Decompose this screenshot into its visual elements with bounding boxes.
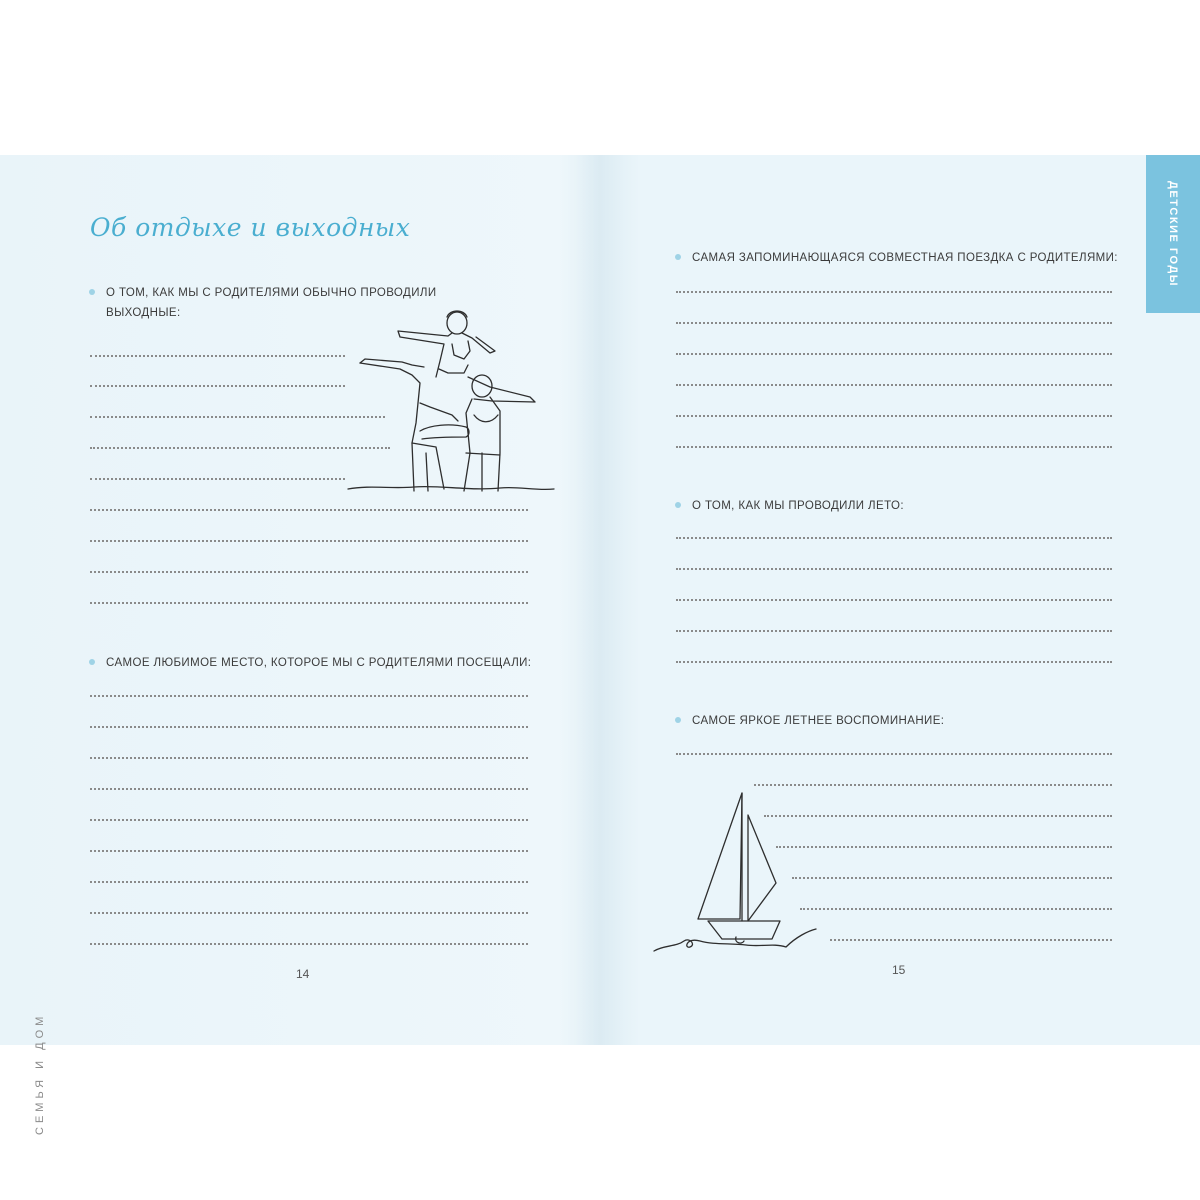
writing-line[interactable] xyxy=(90,819,528,821)
writing-line[interactable] xyxy=(90,850,528,852)
writing-line[interactable] xyxy=(676,568,1112,570)
page-number-left: 14 xyxy=(296,967,310,981)
writing-line[interactable] xyxy=(90,478,345,480)
bullet-icon xyxy=(675,254,681,260)
writing-line[interactable] xyxy=(676,415,1112,417)
book-gutter xyxy=(560,155,640,1045)
writing-line[interactable] xyxy=(90,757,528,759)
writing-line[interactable] xyxy=(830,939,1112,941)
writing-line[interactable] xyxy=(90,385,345,387)
writing-line[interactable] xyxy=(90,726,528,728)
writing-line[interactable] xyxy=(90,355,345,357)
bullet-icon xyxy=(89,289,95,295)
writing-line[interactable] xyxy=(676,537,1112,539)
writing-line[interactable] xyxy=(676,446,1112,448)
writing-line[interactable] xyxy=(90,571,528,573)
prompt-text: САМАЯ ЗАПОМИНАЮЩАЯСЯ СОВМЕСТНАЯ ПОЕЗДКА С РОДИТЕЛЯМИ: xyxy=(692,252,1118,264)
writing-line[interactable] xyxy=(676,291,1112,293)
writing-line[interactable] xyxy=(676,661,1112,663)
writing-line[interactable] xyxy=(676,353,1112,355)
bullet-icon xyxy=(675,717,681,723)
writing-line[interactable] xyxy=(754,784,1112,786)
writing-line[interactable] xyxy=(676,384,1112,386)
prompt-favorite-place xyxy=(106,653,546,673)
bullet-icon xyxy=(89,659,95,665)
prompt-trip xyxy=(692,248,1132,268)
writing-line[interactable] xyxy=(90,912,528,914)
writing-line[interactable] xyxy=(90,540,528,542)
writing-line[interactable] xyxy=(90,881,528,883)
writing-line[interactable] xyxy=(792,877,1112,879)
writing-line[interactable] xyxy=(90,788,528,790)
page-number-right: 15 xyxy=(892,963,906,977)
writing-line[interactable] xyxy=(776,846,1112,848)
writing-line[interactable] xyxy=(90,695,528,697)
chapter-tab[interactable] xyxy=(1146,155,1200,313)
writing-line[interactable] xyxy=(90,943,528,945)
writing-line[interactable] xyxy=(90,602,528,604)
prompt-text: О ТОМ, КАК МЫ ПРОВОДИЛИ ЛЕТО: xyxy=(692,500,904,512)
book-spread xyxy=(0,155,1200,1135)
prompt-text: О ТОМ, КАК МЫ С РОДИТЕЛЯМИ ОБЫЧНО ПРОВОДИЛИ ВЫХОДНЫЕ: xyxy=(106,287,437,319)
writing-line[interactable] xyxy=(676,322,1112,324)
sailboat-icon xyxy=(650,787,820,957)
family-on-beach-icon xyxy=(340,303,560,493)
prompt-summer-memory xyxy=(692,711,1132,731)
writing-line[interactable] xyxy=(676,753,1112,755)
prompt-summer xyxy=(692,496,1132,516)
page-title: Об отдыхе и выходных xyxy=(90,213,411,242)
prompt-text: САМОЕ ЛЮБИМОЕ МЕСТО, КОТОРОЕ МЫ С РОДИТЕЛЯМИ ПОСЕЩАЛИ: xyxy=(106,657,532,669)
chapter-tab-label: ДЕТСКИЕ ГОДЫ xyxy=(1167,181,1179,287)
prompt-text: САМОЕ ЯРКОЕ ЛЕТНЕЕ ВОСПОМИНАНИЕ: xyxy=(692,715,945,727)
bullet-icon xyxy=(675,502,681,508)
writing-line[interactable] xyxy=(90,509,528,511)
writing-line[interactable] xyxy=(676,630,1112,632)
writing-line[interactable] xyxy=(676,599,1112,601)
writing-line[interactable] xyxy=(800,908,1112,910)
section-label: СЕМЬЯ И ДОМ xyxy=(34,1012,46,1135)
